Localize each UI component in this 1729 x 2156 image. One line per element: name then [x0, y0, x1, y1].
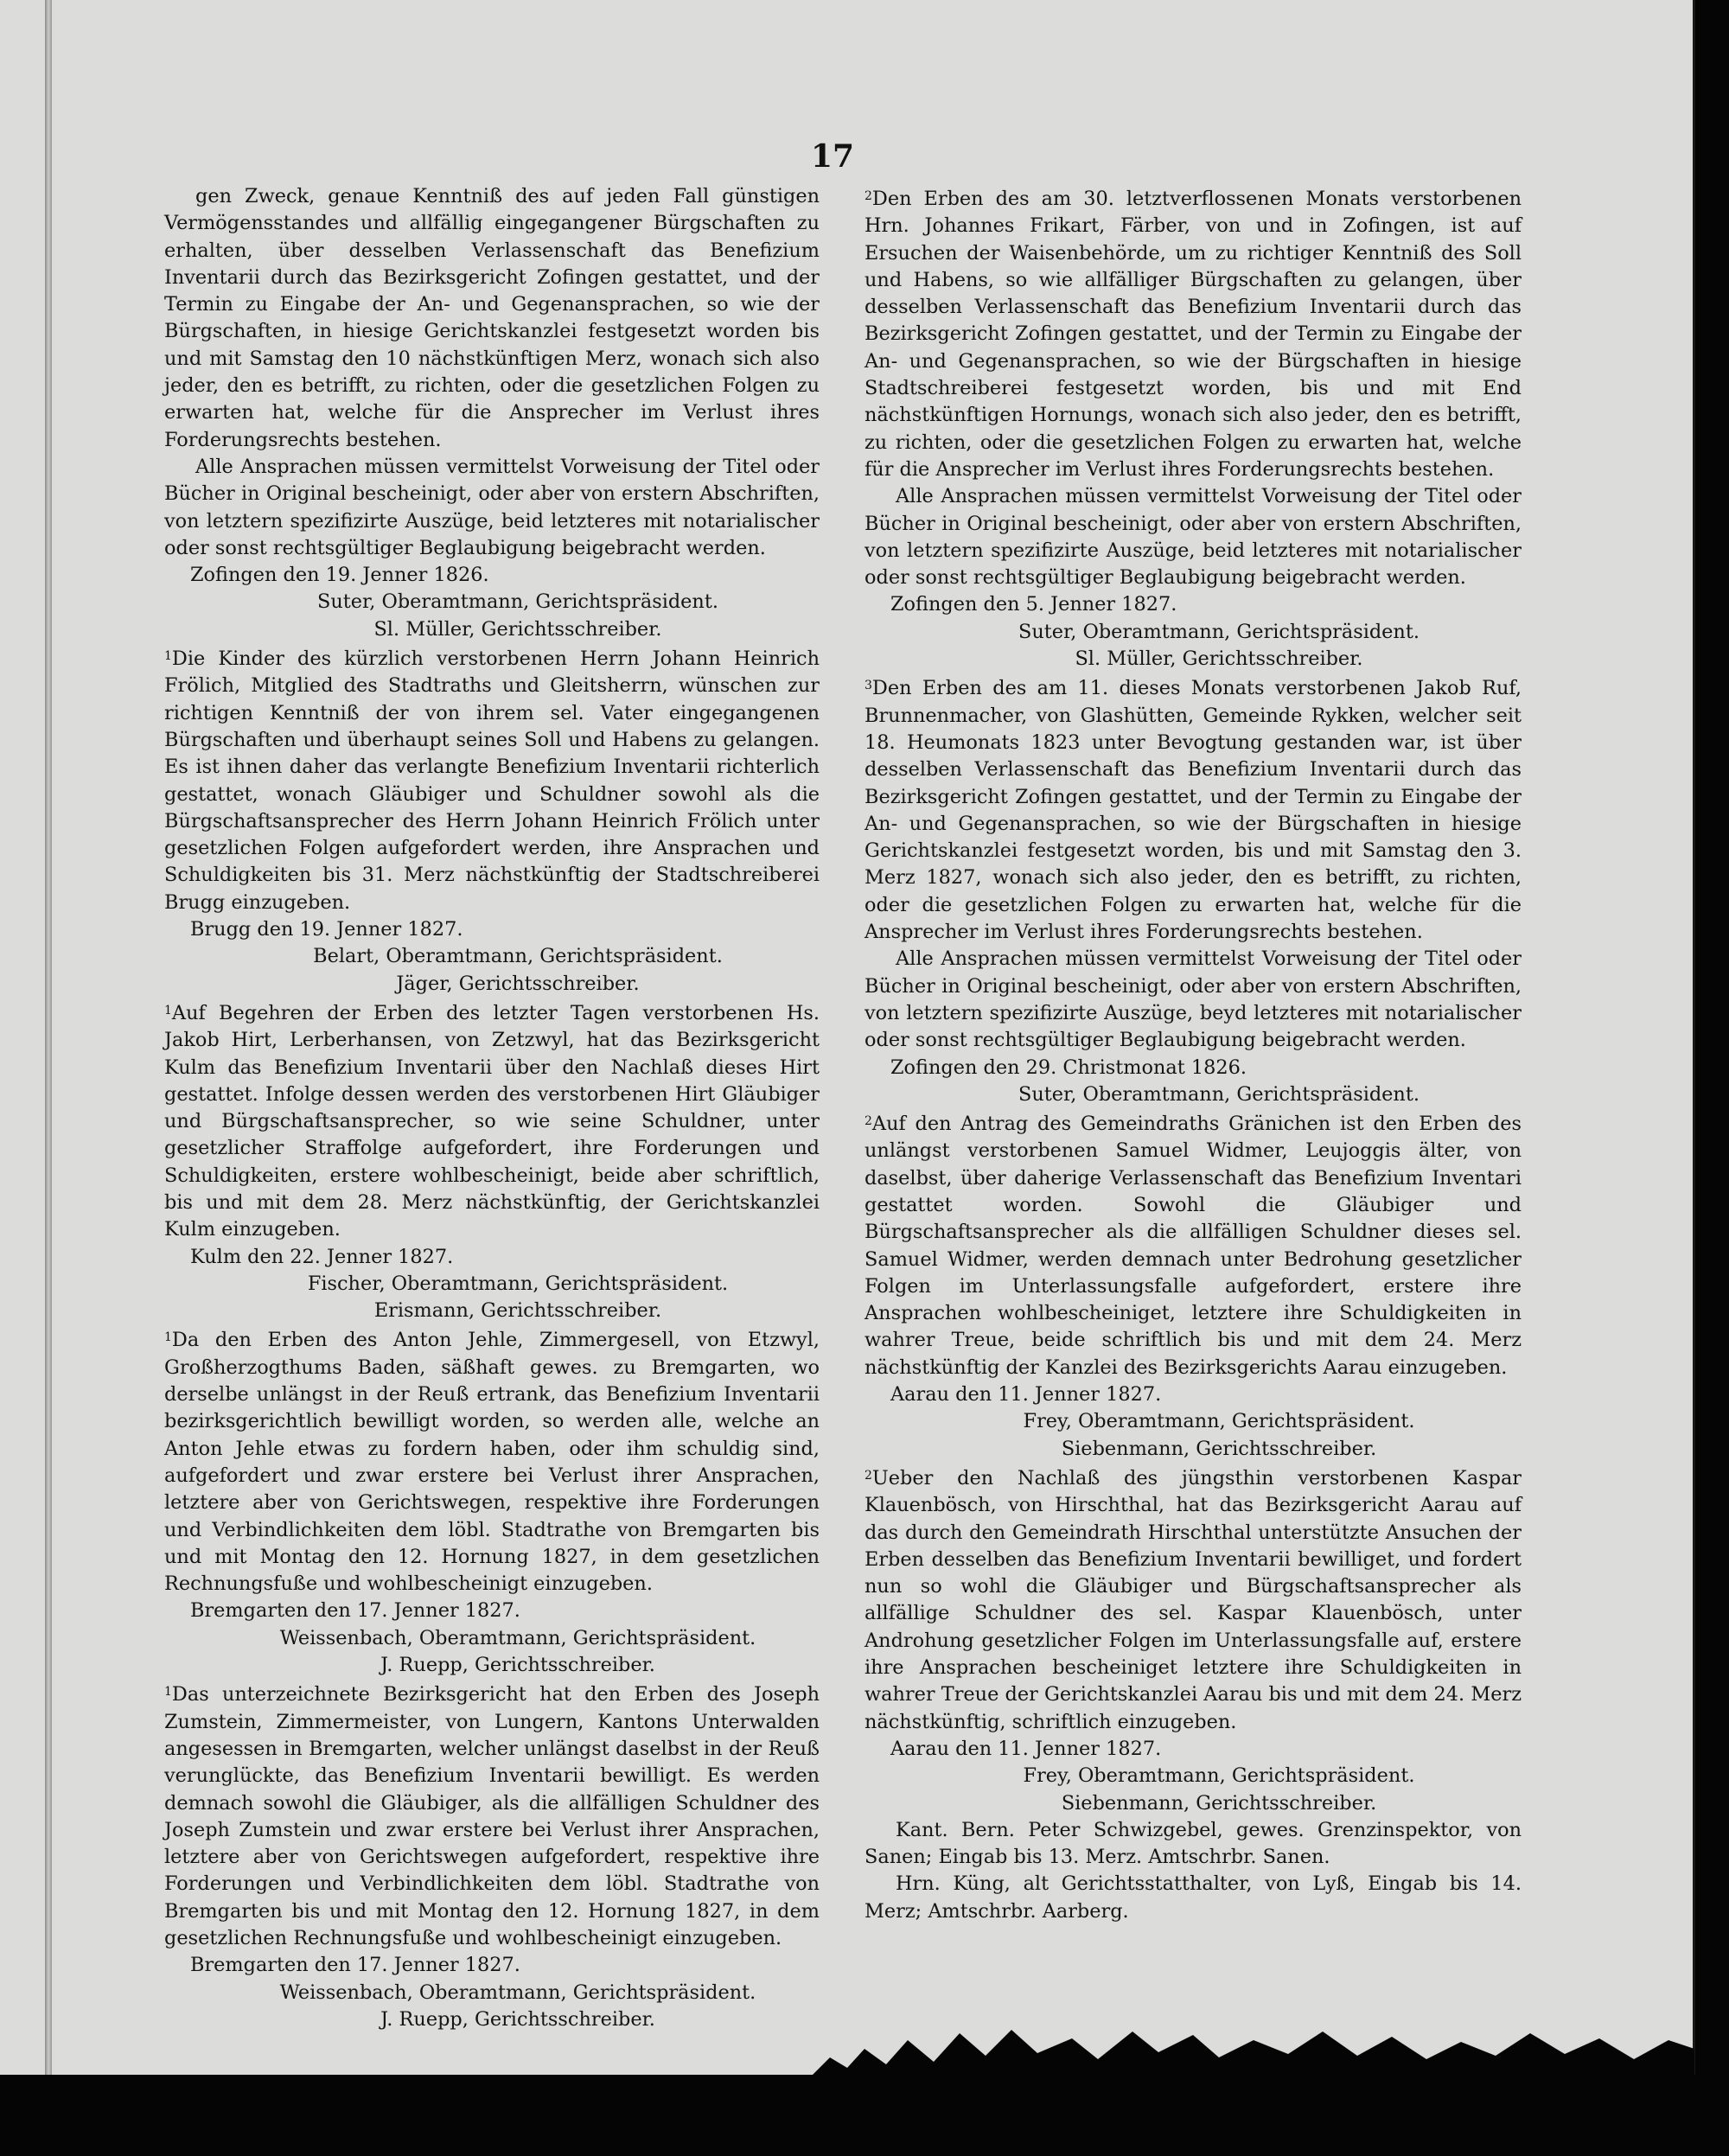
dateline: Zofingen den 29. Christmonat 1826. — [890, 1056, 1247, 1079]
note-paragraph: Alle Ansprachen müssen vermittelst Vorweisung der Titel oder Bücher in Original bescheinigt, oder aber von erstern Abschriften, von letztern spezifizirte Auszüge, beid letzteres mit notarialischer oder sonst rechtsgültiger Beglaubigung beigebracht werden. — [164, 455, 820, 559]
notice-paragraph — [164, 1679, 820, 1952]
body-paragraph: gen Zweck, genaue Kenntniß des auf jeden Fall günstigen Vermögensstandes und allfällig eingegangener Bürgschaften zu erhalten, über desselben Verlassenschaft das Benefizium Inventarii durch das Bezirksgericht Zofingen gestattet, und der Termin zu Eingabe der An- und Gegenansprachen, so wie der Bürgschaften, in hiesige Gerichtskanzlei festgesetzt worden bis und mit Samstag den 10 nächstkünftigen Merz, wonach sich also jeder, den es betrifft, zu richten, oder die gesetzlichen Folgen zu erwarten hat, welche für die Ansprecher im Verlust ihres Forderungsrechts bestehen. — [164, 185, 820, 451]
official-signature: Fischer, Oberamtmann, Gerichtspräsident. — [307, 1272, 729, 1295]
notice-text: Die Kinder des kürzlich verstorbenen Herrn Johann Heinrich Frölich, Mitglied des Stadtraths und Gleitsherrn, wünschen zur richtigen Kenntniß der von ihrem sel. Vater eingegangenen Bürgschaften und überhaupt seines Soll und Habens zu gelangen. Es ist ihnen daher das verlangte Benefizium Inventarii richterlich gestattet, wonach Gläubiger und Schuldner sowohl als die Bürgschaftsansprecher des Herrn Johann Heinrich Frölich unter gesetzlichen Folgen aufgefordert werden, ihre Ansprachen und Schuldigkeiten bis 31. Merz nächstkünftig der Stadtschreiberei Brugg einzugeben. — [164, 647, 820, 914]
notice-paragraph — [164, 643, 820, 916]
dateline: Kulm den 22. Jenner 1827. — [190, 1245, 454, 1268]
torn-edge — [813, 2014, 1694, 2083]
notice-text: Auf Begehren der Erben des letzter Tagen verstorbenen Hs. Jakob Hirt, Lerberhansen, von Zetzwyl, hat das Bezirksgericht Kulm das Benefizium Inventarii über den Nachlaß dieses Hirt gestattet. Infolge dessen werden des verstorbenen Hirt Gläubiger und Bürgschaftsansprecher, so wie seine Schuldner, unter gesetzlicher Straffolge aufgefordert, ihre Forderungen und Schuldigkeiten, erstere wohlbescheinigt, beide aber schriftlich, bis und mit dem 28. Merz nächstkünftig, der Gerichtskanzlei Kulm einzugeben. — [164, 1001, 820, 1241]
notice-number: 1 — [164, 649, 172, 664]
notice-paragraph — [864, 1463, 1522, 1736]
notice-number: 1 — [164, 1685, 172, 1700]
official-signature: Suter, Oberamtmann, Gerichtspräsident. — [1018, 1082, 1420, 1106]
notice-text: Das unterzeichnete Bezirksgericht hat den Erben des Joseph Zumstein, Zimmermeister, von Lungern, Kantons Unterwalden angesessen in Bremgarten, welcher unlängst daselbst in der Reuß verunglückte, das Benefizium Inventarii bewilligt. Es werden demnach sowohl die Gläubiger, als die allfälligen Schuldner des Joseph Zumstein und zwar erstere bei Verlust ihrer Ansprachen, letztere aber von Gerichtswegen aufgefordert, respektive ihre Forderungen und Verbindlichkeiten dem löbl. Stadtrathe von Bremgarten bis und mit Montag den 12. Hornung 1827, in dem gesetzlichen Rechnungsfuße und wohlbescheinigt einzugeben. — [164, 1683, 820, 1949]
notice-paragraph — [864, 1108, 1522, 1381]
right-column — [864, 183, 1522, 1925]
note-paragraph: Hrn. Küng, alt Gerichtsstatthalter, von Lyß, Eingab bis 14. Merz; Amtschrbr. Aarberg. — [864, 1872, 1522, 1923]
dateline: Zofingen den 5. Jenner 1827. — [890, 593, 1177, 616]
page-number: 17 — [811, 138, 855, 175]
dateline: Aarau den 11. Jenner 1827. — [890, 1737, 1162, 1760]
official-signature: Frey, Oberamtmann, Gerichtspräsident. — [1023, 1410, 1415, 1433]
note-paragraph: Alle Ansprachen müssen vermittelst Vorweisung der Titel oder Bücher in Original bescheinigt, oder aber von erstern Abschriften, von letztern spezifizirte Auszüge, beid letzteres mit notarialischer oder sonst rechtsgültiger Beglaubigung beigebracht werden. — [864, 485, 1522, 590]
notice-paragraph — [164, 1324, 820, 1598]
left-column — [164, 183, 820, 2033]
notice-text: Auf den Antrag des Gemeindraths Gränichen ist den Erben des unlängst verstorbenen Samuel Widmer, Leujoggis älter, von daselbst, über daherige Verlassenschaft das Benefizium Inventari gestattet worden. Sowohl die Gläubiger und Bürgschaftsansprecher als die allfälligen Schuldner dieses sel. Samuel Widmer, werden demnach unter Bedrohung gesetzlicher Folgen im Unterlassungsfalle aufgefordert, erstere ihre Ansprachen wohlbescheiniget, letztere ihre Schuldigkeiten in wahrer Treue, beide schriftlich bis und mit dem 24. Merz nächstkünftig der Kanzlei des Bezirksgerichts Aarau einzugeben. — [864, 1113, 1522, 1379]
note-paragraph: Kant. Bern. Peter Schwizgebel, gewes. Grenzinspektor, von Sanen; Eingab bis 13. Merz. Amtschrbr. Sanen. — [864, 1818, 1522, 1869]
dateline: Aarau den 11. Jenner 1827. — [890, 1383, 1162, 1407]
official-signature: Erismann, Gerichtsschreiber. — [373, 1299, 662, 1323]
notice-number: 1 — [164, 1003, 172, 1017]
official-signature: Suter, Oberamtmann, Gerichtspräsident. — [1018, 620, 1420, 643]
official-signature: Weissenbach, Oberamtmann, Gerichtspräsident. — [279, 1981, 756, 2004]
notice-number: 1 — [164, 1330, 172, 1345]
notice-number: 2 — [864, 1114, 872, 1129]
official-signature: Belart, Oberamtmann, Gerichtspräsident. — [313, 945, 723, 968]
official-signature: Weissenbach, Oberamtmann, Gerichtspräsident. — [279, 1626, 756, 1649]
official-signature: Jäger, Gerichtsschreiber. — [396, 972, 640, 995]
notice-paragraph — [864, 183, 1522, 483]
dateline: Bremgarten den 17. Jenner 1827. — [190, 1954, 520, 1977]
official-signature: Suter, Oberamtmann, Gerichtspräsident. — [317, 590, 718, 614]
notice-text: Ueber den Nachlaß des jüngsthin verstorbenen Kaspar Klauenbösch, von Hirschthal, hat das Bezirksgericht Aarau auf das durch den Gemeindrath Hirschthal unterstützte Ansuchen der Erben desselben das Benefizium Inventarii bewilliget, und fordert nun so wohl die Gläubiger und Bürgschaftsansprecher als allfällige Schuldner des sel. Kaspar Klauenbösch, unter Androhung gesetzlicher Folgen im Unterlassungsfalle auf, erstere ihre Ansprachen bescheiniget letztere ihre Schuldigkeiten in wahrer Treue der Gerichtskanzlei Aarau bis und mit dem 24. Merz nächstkünftig, schriftlich einzugeben. — [864, 1466, 1522, 1733]
notice-paragraph — [864, 673, 1522, 946]
page-fold — [45, 0, 52, 2075]
official-signature: Siebenmann, Gerichtsschreiber. — [1061, 1791, 1377, 1815]
official-signature: J. Ruepp, Gerichtsschreiber. — [380, 1654, 655, 1677]
notice-text: Den Erben des am 11. dieses Monats verstorbenen Jakob Ruf, Brunnenmacher, von Glashütten, Gemeinde Rykken, welcher seit 18. Heumonats 1823 unter Bevogtung gestanden war, ist über desselben Verlassenschaft das Benefizium Inventarii durch das Bezirksgericht Zofingen gestattet, und der Termin zu Eingabe der An- und Gegenansprachen, so wie der Bürgschaften in hiesige Gerichtskanzlei festgesetzt worden, bis und mit Samstag den 3. Merz 1827, wonach sich also jeder, den es betrifft, zu richten, oder die gesetzlichen Folgen zu erwarten hat, welche für die Ansprecher im Verlust ihres Forderungsrechts bestehen. — [864, 677, 1522, 944]
official-signature: Frey, Oberamtmann, Gerichtspräsident. — [1023, 1764, 1415, 1788]
official-signature: Sl. Müller, Gerichtsschreiber. — [1075, 647, 1363, 671]
notice-number: 2 — [864, 1468, 872, 1483]
note-paragraph: Alle Ansprachen müssen vermittelst Vorweisung der Titel oder Bücher in Original bescheinigt, oder aber von erstern Abschriften, von letztern spezifizirte Auszüge, beyd letzteres mit notarialischer oder sonst rechtsgültiger Beglaubigung beigebracht werden. — [864, 947, 1522, 1052]
notice-paragraph — [164, 998, 820, 1244]
dateline: Bremgarten den 17. Jenner 1827. — [190, 1599, 520, 1623]
official-signature: Siebenmann, Gerichtsschreiber. — [1061, 1437, 1377, 1460]
notice-text: Den Erben des am 30. letztverflossenen Monats verstorbenen Hrn. Johannes Frikart, Färber, von und in Zofingen, ist auf Ersuchen der Waisenbehörde, um zu richtiger Kenntniß des Soll und Habens, so wie allfälliger Bürgschaften zu gelangen, über desselben Verlassenschaft das Benefizium Inventarii durch das Bezirksgericht Zofingen gestattet, und der Termin zu Eingabe der An- und Gegenansprachen, so wie der Bürgschaften in hiesige Stadtschreiberei festgesetzt worden, bis und mit End nächstkünftigen Hornungs, wonach sich also jeder, den es betrifft, zu richten, oder die gesetzlichen Folgen zu erwarten hat, welche für die Ansprecher im Verlust ihres Forderungsrechts bestehen. — [864, 188, 1522, 481]
notice-number: 3 — [864, 679, 872, 693]
official-signature: J. Ruepp, Gerichtsschreiber. — [380, 2007, 655, 2031]
dateline: Brugg den 19. Jenner 1827. — [190, 918, 463, 941]
notice-number: 2 — [864, 189, 872, 203]
dateline: Zofingen den 19. Jenner 1826. — [190, 564, 489, 587]
notice-text: Da den Erben des Anton Jehle, Zimmergesell, von Etzwyl, Großherzogthums Baden, säßhaft gewes. zu Bremgarten, wo derselbe unlängst in der Reuß ertrank, das Benefizium Inventarii bezirksgerichtlich bewilligt worden, so werden alle, welche an Anton Jehle etwas zu fordern haben, oder ihm schuldig sind, aufgefordert und zwar erstere bei Verlust ihrer Ansprachen, letztere aber von Gerichtswegen, respektive ihre Forderungen und Verbindlichkeiten dem löbl. Stadtrathe von Bremgarten bis und mit Montag den 12. Hornung 1827, in dem gesetzlichen Rechnungsfuße und wohlbescheinigt einzugeben. — [164, 1329, 820, 1596]
official-signature: Sl. Müller, Gerichtsschreiber. — [373, 617, 662, 641]
